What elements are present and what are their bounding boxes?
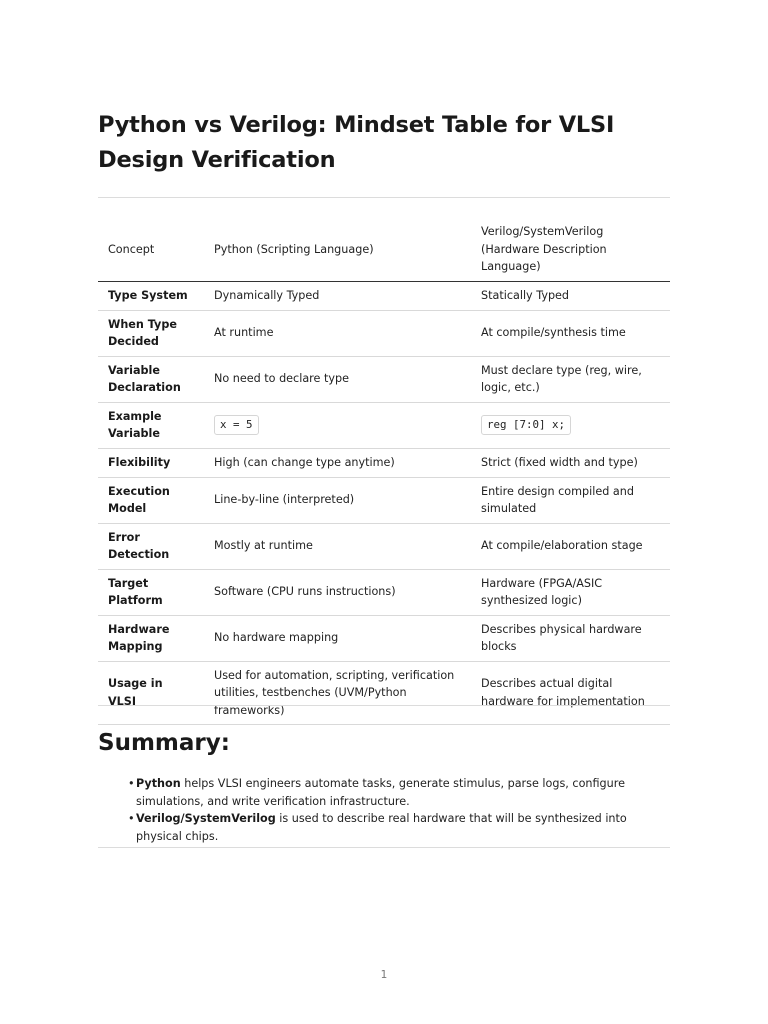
mindset-table bbox=[98, 218, 670, 725]
table-row bbox=[98, 477, 670, 523]
list-item bbox=[128, 775, 673, 810]
verilog-cell: Entire design compiled and simulated bbox=[471, 477, 670, 523]
summary-heading: Summary: bbox=[98, 730, 230, 756]
python-cell: Used for automation, scripting, verification utilities, testbenches (UVM/Python frameworks) bbox=[204, 661, 471, 725]
verilog-cell: Statically Typed bbox=[471, 281, 670, 310]
python-cell: High (can change type anytime) bbox=[204, 448, 471, 477]
concept-cell: Type System bbox=[98, 281, 204, 310]
verilog-cell bbox=[471, 402, 670, 448]
table-header-row bbox=[98, 218, 670, 281]
column-header-verilog: Verilog/SystemVerilog (Hardware Description Language) bbox=[471, 218, 670, 281]
python-cell: No hardware mapping bbox=[204, 615, 471, 661]
python-cell: At runtime bbox=[204, 310, 471, 356]
column-header-concept: Concept bbox=[98, 218, 204, 281]
verilog-cell: At compile/elaboration stage bbox=[471, 523, 670, 569]
verilog-cell: Describes actual digital hardware for implementation bbox=[471, 661, 670, 725]
table-row bbox=[98, 281, 670, 310]
summary-list bbox=[128, 775, 673, 845]
python-cell bbox=[204, 402, 471, 448]
summary-term-verilog: Verilog/SystemVerilog bbox=[136, 812, 276, 825]
concept-cell: Target Platform bbox=[98, 569, 204, 615]
table-divider bbox=[98, 705, 670, 706]
table-row bbox=[98, 523, 670, 569]
python-cell: Software (CPU runs instructions) bbox=[204, 569, 471, 615]
concept-cell: Error Detection bbox=[98, 523, 204, 569]
list-item bbox=[128, 810, 673, 845]
bullet-glyph: • bbox=[128, 777, 135, 790]
column-header-python: Python (Scripting Language) bbox=[204, 218, 471, 281]
title-divider bbox=[98, 197, 670, 198]
verilog-cell: Must declare type (reg, wire, logic, etc.) bbox=[471, 356, 670, 402]
concept-cell: Variable Declaration bbox=[98, 356, 204, 402]
summary-text: helps VLSI engineers automate tasks, generate stimulus, parse logs, configure simulations, and write verification infrastructure. bbox=[136, 777, 625, 808]
verilog-code-example: reg [7:0] x; bbox=[481, 415, 571, 435]
verilog-cell: Strict (fixed width and type) bbox=[471, 448, 670, 477]
concept-cell: Example Variable bbox=[98, 402, 204, 448]
table-row bbox=[98, 402, 670, 448]
document-title: Python vs Verilog: Mindset Table for VLSI Design Verification bbox=[98, 112, 615, 173]
python-code-example: x = 5 bbox=[214, 415, 259, 435]
table-row bbox=[98, 661, 670, 725]
concept-cell: Usage in VLSI bbox=[98, 661, 204, 725]
summary-term-python: Python bbox=[136, 777, 181, 790]
concept-cell: When Type Decided bbox=[98, 310, 204, 356]
summary-text: is used to describe real hardware that will be synthesized into physical chips. bbox=[136, 812, 627, 843]
python-cell: Line-by-line (interpreted) bbox=[204, 477, 471, 523]
table-row bbox=[98, 356, 670, 402]
concept-cell: Execution Model bbox=[98, 477, 204, 523]
table-row bbox=[98, 448, 670, 477]
page-number: 1 bbox=[380, 969, 388, 981]
verilog-cell: Describes physical hardware blocks bbox=[471, 615, 670, 661]
bullet-glyph: • bbox=[128, 812, 135, 825]
concept-cell: Hardware Mapping bbox=[98, 615, 204, 661]
table-row bbox=[98, 310, 670, 356]
concept-cell: Flexibility bbox=[98, 448, 204, 477]
verilog-cell: At compile/synthesis time bbox=[471, 310, 670, 356]
summary-divider bbox=[98, 847, 670, 848]
python-cell: Dynamically Typed bbox=[204, 281, 471, 310]
python-cell: Mostly at runtime bbox=[204, 523, 471, 569]
verilog-cell: Hardware (FPGA/ASIC synthesized logic) bbox=[471, 569, 670, 615]
table-row bbox=[98, 615, 670, 661]
python-cell: No need to declare type bbox=[204, 356, 471, 402]
table-row bbox=[98, 569, 670, 615]
